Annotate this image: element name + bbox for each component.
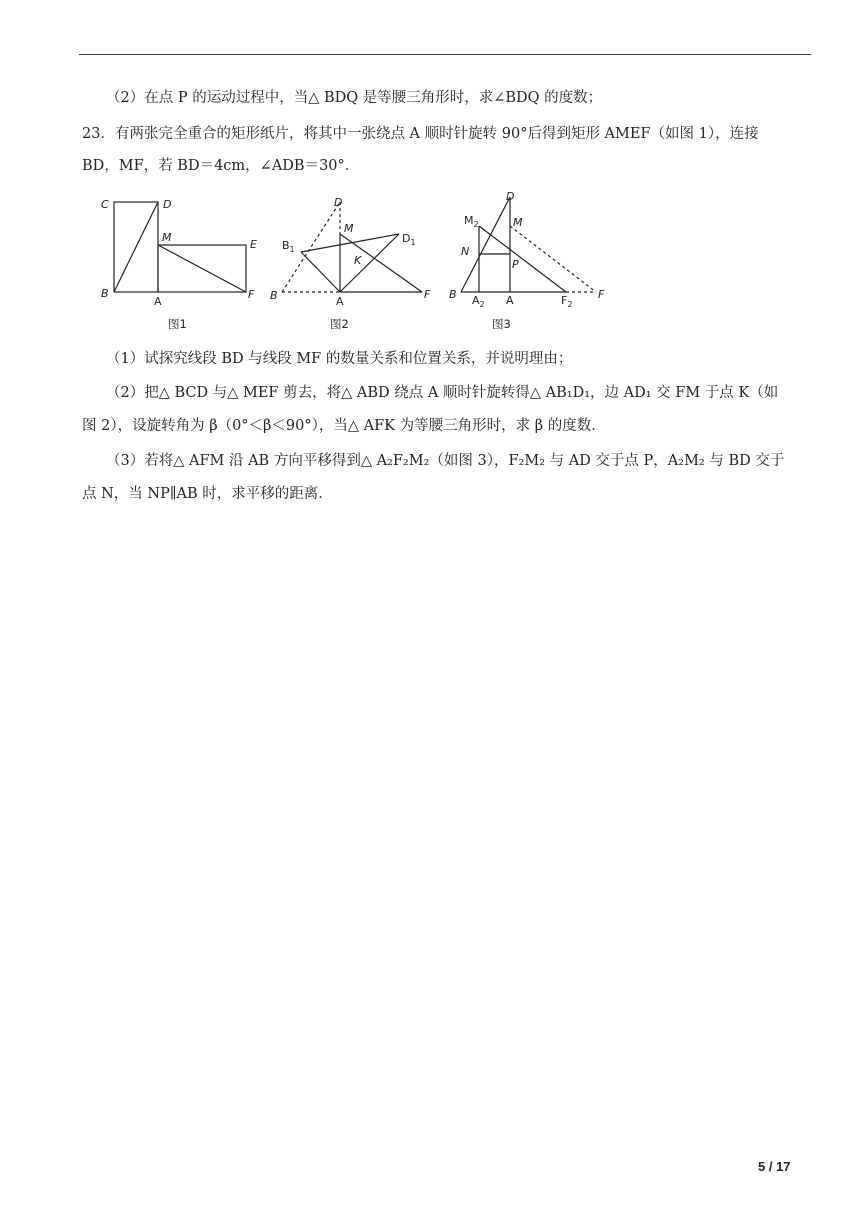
fig3-label-p: P	[512, 258, 519, 271]
fig3-label-f2-main: F	[561, 294, 568, 307]
question-23-part-2: （2）把△ BCD 与△ MEF 剪去，将△ ABD 绕点 A 顺时针旋转得△ AB₁D₁，边 AD₁ 交 FM 于点 K（如	[106, 385, 779, 401]
fig2-label-d1-sub: 1	[410, 238, 416, 247]
fig3-label-a2-main: A	[472, 294, 480, 307]
fig2-label-d: D	[334, 196, 343, 209]
fig2-label-m: M	[344, 222, 354, 235]
header-rule	[79, 54, 811, 55]
fig1-label-b: B	[101, 287, 109, 300]
fig3-label-f2	[561, 294, 572, 309]
figure-3	[461, 197, 596, 292]
fig1-label-m: M	[162, 231, 172, 244]
fig1-caption: 图1	[168, 317, 187, 331]
fig2-caption: 图2	[330, 317, 349, 331]
fig2-label-d1-main: D	[402, 232, 411, 245]
figure-1	[114, 202, 246, 292]
fig3-label-f2-sub: 2	[567, 300, 573, 309]
fig2-label-b1-main: B	[282, 239, 290, 252]
figure-2	[282, 202, 422, 292]
fig1-label-e: E	[250, 238, 257, 251]
fig3-label-a: A	[506, 294, 514, 307]
fig3-label-d: D	[506, 190, 515, 203]
fig2-label-d1	[402, 232, 416, 247]
fig3-label-a2	[472, 294, 485, 309]
question-23-stem-cont: BD，MF，若 BD＝4cm，∠ADB＝30°．	[82, 158, 360, 174]
question-23-part-1: （1）试探究线段 BD 与线段 MF 的数量关系和位置关系，并说明理由；	[106, 351, 573, 367]
fig3-label-f: F	[598, 288, 605, 301]
fig2-label-k: K	[354, 254, 362, 267]
question-23-stem: 23．有两张完全重合的矩形纸片，将其中一张绕点 A 顺时针旋转 90°后得到矩形 AMEF（如图 1），连接	[82, 126, 759, 142]
fig3-label-n: N	[461, 245, 470, 258]
fig3-label-m2	[464, 214, 479, 229]
fig3-label-m2-sub: 2	[473, 220, 479, 229]
fig1-label-a: A	[154, 295, 162, 308]
fig2-label-f: F	[424, 288, 431, 301]
figures	[96, 188, 616, 338]
page-number: 5 / 17	[758, 1159, 791, 1174]
fig3-label-a2-sub: 2	[479, 300, 485, 309]
fig2-label-a: A	[336, 295, 344, 308]
fig2-label-b: B	[270, 289, 278, 302]
fig1-label-c: C	[101, 198, 109, 211]
fig2-label-b1	[282, 239, 295, 254]
question-23-part-3-cont: 点 N，当 NP∥AB 时，求平移的距离．	[82, 486, 333, 502]
fig2-label-b1-sub: 1	[289, 245, 295, 254]
question-23-part-2-cont: 图 2），设旋转角为 β（0°＜β＜90°），当△ AFK 为等腰三角形时，求 β 的度数．	[82, 418, 606, 434]
fig3-label-m2-main: M	[464, 214, 474, 227]
fig3-label-b: B	[449, 288, 457, 301]
fig1-label-d: D	[163, 198, 172, 211]
fig1-label-f: F	[248, 288, 255, 301]
fig3-caption: 图3	[492, 317, 511, 331]
question-23-part-3: （3）若将△ AFM 沿 AB 方向平移得到△ A₂F₂M₂（如图 3），F₂M₂ 与 AD 交于点 P，A₂M₂ 与 BD 交于	[106, 453, 785, 469]
question-22-part-2: （2）在点 P 的运动过程中，当△ BDQ 是等腰三角形时，求∠BDQ 的度数；	[106, 90, 603, 106]
fig3-label-m: M	[513, 216, 523, 229]
